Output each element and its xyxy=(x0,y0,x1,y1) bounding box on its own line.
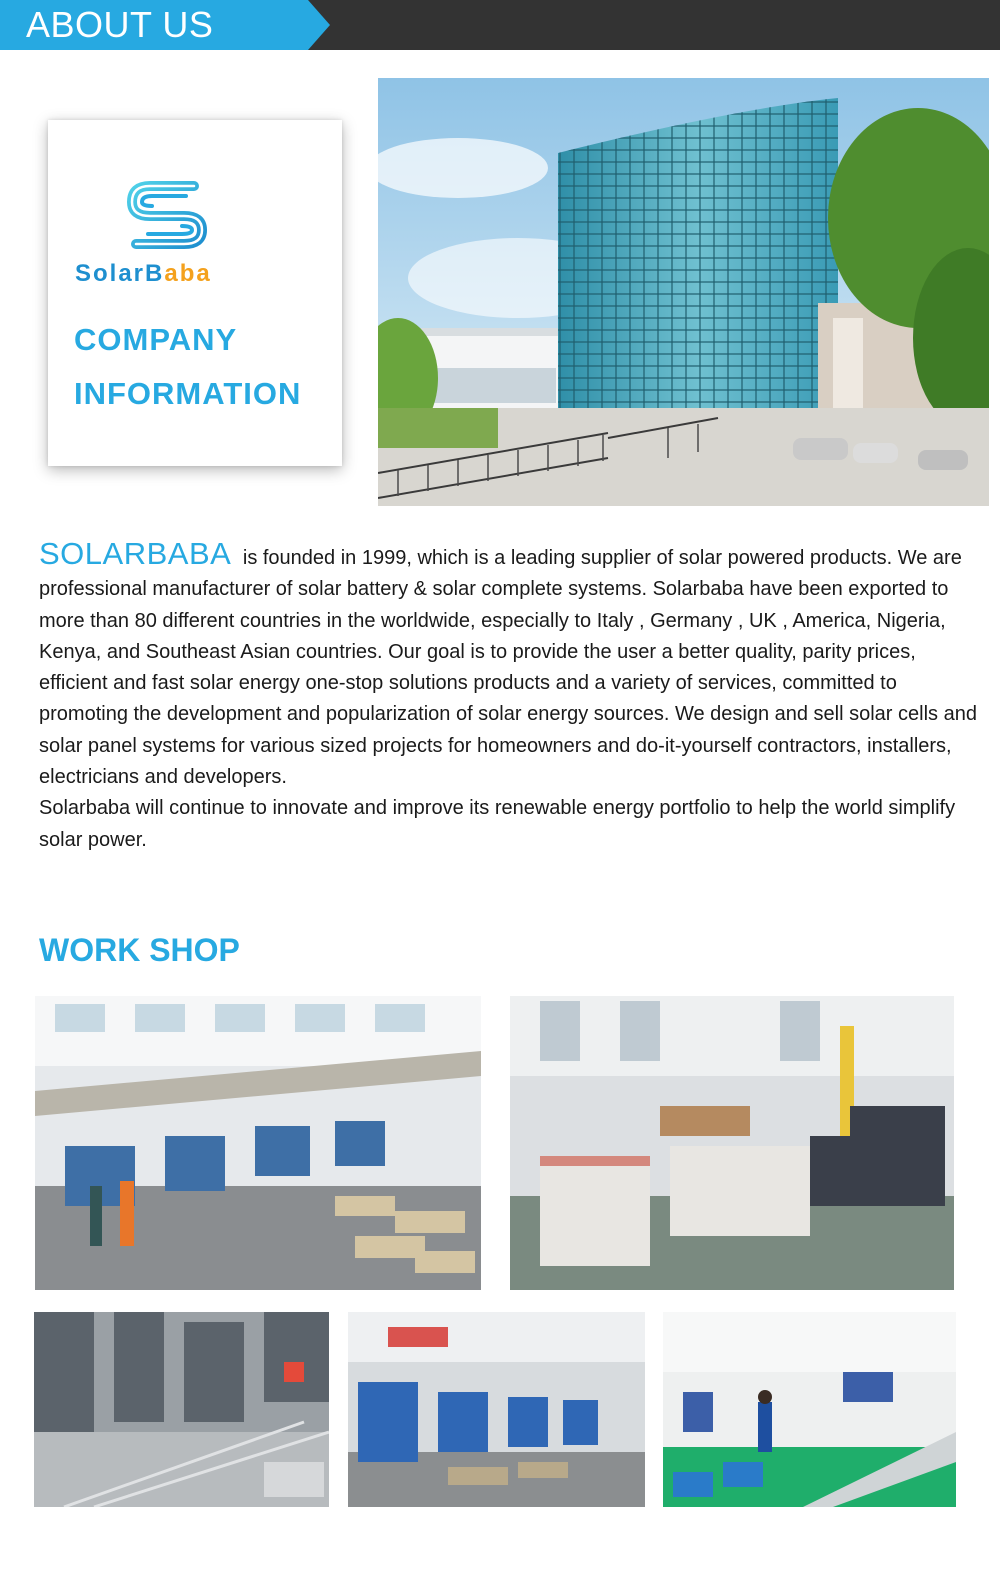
company-description xyxy=(39,538,979,856)
logo-wordmark xyxy=(75,260,212,288)
workshop-photo-1 xyxy=(35,996,481,1290)
description-paragraph-2: Solarbaba will continue to innovate and improve its renewable energy portfolio to help the world simplify solar power. xyxy=(39,797,956,851)
brand-name: SOLARBABA xyxy=(39,536,232,571)
workshop-title: WORK SHOP xyxy=(39,932,240,968)
workshop-photo-3 xyxy=(34,1312,329,1507)
company-heading: COMPANY xyxy=(74,322,238,357)
workshop-photo-4 xyxy=(348,1312,645,1507)
company-info-card xyxy=(48,120,342,466)
header-bar xyxy=(0,0,1000,50)
company-building-photo xyxy=(378,78,989,506)
logo-wordmark-orange: aba xyxy=(164,260,212,287)
logo-wordmark-blue: SolarB xyxy=(75,260,165,287)
workshop-photo-2 xyxy=(510,996,954,1290)
description-paragraph-1: is founded in 1999, which is a leading supplier of solar powered products. We are professional manufacturer of solar battery & solar complete systems. Solarbaba have been exported to more than 80 different countries in the worldwide, especially to Italy , Germany , UK , America, Nigeria, Kenya, and Southeast Asian countries. Our goal is to provide the user a better quality, parity prices, efficient and fast solar energy one-stop solutions products and a variety of services, committed to promoting the development and popularization of solar energy sources. We design and sell solar cells and solar panel systems for various sized projects for homeowners and do-it-yourself contractors, installers, electricians and developers. xyxy=(39,547,977,789)
workshop-photo-5 xyxy=(663,1312,956,1507)
page-title: ABOUT US xyxy=(26,4,214,45)
information-heading: INFORMATION xyxy=(74,376,302,411)
solarbaba-logo-icon xyxy=(124,172,210,256)
